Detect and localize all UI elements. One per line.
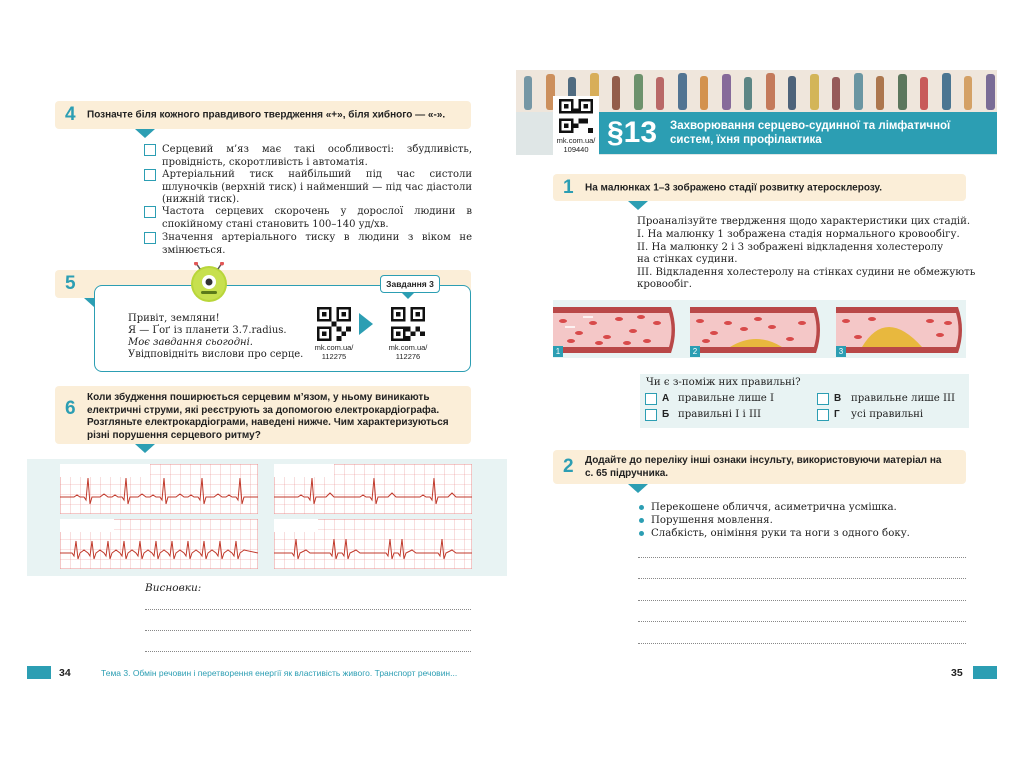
r-task1-statement-3b: кровообіг. (637, 279, 692, 290)
answer-line (638, 643, 966, 644)
task6-banner (55, 386, 471, 444)
task4-pointer (135, 129, 155, 138)
zavdannya-label: Завдання 3 (386, 279, 434, 289)
header-qr-code: 109440 (563, 145, 589, 154)
qr1-code: 112275 (321, 352, 347, 361)
ecg-normal-rhythm (60, 464, 258, 514)
conclusions-label: Висновки: (145, 582, 202, 594)
task5-line-4: Увідповідніть вислови про серце. (128, 349, 304, 360)
task4-checkbox-2[interactable] (144, 169, 156, 181)
bullet-dot (639, 505, 644, 510)
qr-code-icon[interactable] (391, 307, 425, 341)
option-b-letter: Б (662, 409, 670, 420)
vessel-stage-2 (690, 303, 826, 357)
option-b-checkbox[interactable] (645, 409, 657, 421)
task4-number: 4 (65, 104, 76, 125)
r-task1-statement-2a: II. На малюнку 2 і 3 зображені відкладення холестеролу (637, 242, 944, 253)
page-number-right: 35 (951, 667, 963, 679)
r-task2-bullet-2: Порушення мовлення. (651, 515, 773, 526)
answer-line (638, 557, 966, 558)
task6-pointer (135, 444, 155, 453)
task5-number: 5 (65, 273, 76, 294)
task4-checkbox-4[interactable] (144, 232, 156, 244)
options-question: Чи є з-поміж них правильні? (646, 377, 801, 388)
task6-number: 6 (65, 398, 76, 419)
task4-item-1: Серцевий м’яз має такі особливості: збудливість, провідність, скоротливість і автоматія. (162, 144, 472, 168)
option-g-checkbox[interactable] (817, 409, 829, 421)
option-a-checkbox[interactable] (645, 393, 657, 405)
r-task1-statement-2b: на стінках судини. (637, 254, 738, 265)
qr1-url: mk.com.ua/ (314, 343, 354, 352)
task4-checkbox-3[interactable] (144, 206, 156, 218)
r-task1-statement-3a: III. Відкладення холестеролу на стінках судини не обмежують (637, 267, 976, 278)
header-qr-url: mk.com.ua/ (556, 136, 596, 145)
option-v-checkbox[interactable] (817, 393, 829, 405)
option-g-letter: Г (834, 409, 840, 420)
task6-prompt-line-2: електричні струми, які реєструють за допомогою електрокардіографа. (87, 404, 440, 416)
task6-prompt-line-3: Розгляньте електрокардіограми, наведені нижче. Чим характеризуються (87, 417, 449, 428)
vessel-label-2: 2 (690, 346, 700, 357)
task4-checkbox-1[interactable] (144, 144, 156, 156)
r-task2-prompt-line-2: с. 65 підручника. (585, 467, 669, 479)
option-g-text: усі правильні (851, 409, 924, 420)
option-b-text: правильні I і III (678, 409, 762, 420)
qr-code-icon[interactable] (317, 307, 351, 341)
r-task1-banner (553, 174, 966, 201)
r-task2-pointer (628, 484, 648, 493)
r-task2-number: 2 (563, 456, 574, 477)
section-title (670, 119, 950, 147)
task4-item-2: Артеріальний тиск найбільший під час систоли шлуночків (верхній тиск) і найменший — під час діастоли (нижній тиск). (162, 169, 472, 205)
ecg-tachycardia (60, 519, 258, 569)
task4-item-3: Частота серцевих скорочень у дорослої людини в спокійному стані становить 100–140 уд/хв. (162, 206, 472, 230)
r-task1-pointer (628, 201, 648, 210)
option-a-letter: А (662, 393, 670, 404)
alien-mascot-icon (186, 262, 232, 304)
qr-code-icon[interactable] (559, 99, 593, 133)
task5-line-1: Привіт, земляни! (128, 313, 220, 324)
task5-line-2: Я — Ґоґ із планети 3.7.radius. (128, 325, 287, 336)
vessel-stage-1 (553, 303, 681, 357)
arrow-right-icon (359, 313, 373, 335)
ecg-bradycardia (274, 464, 472, 514)
option-v-text: правильне лише III (851, 393, 956, 404)
task4-item-4: Значення артеріального тиску в людини з віком не змінюється. (162, 232, 472, 256)
r-task2-bullet-1: Перекошене обличчя, асиметрична усмішка. (651, 502, 897, 513)
r-task2-prompt (585, 455, 941, 480)
task6-prompt-line-4: різні порушення серцевого ритму? (87, 429, 261, 441)
answer-line (638, 578, 966, 579)
section-title-line-2: систем, їхня профілактика (670, 134, 822, 146)
vessel-stage-3 (836, 303, 966, 357)
r-task2-prompt-line-1: Додайте до переліку інші ознаки інсульту, використовуючи матеріал на (585, 455, 942, 466)
answer-line (145, 651, 471, 652)
option-a-text: правильне лише I (678, 393, 775, 404)
r-task2-bullet-3: Слабкість, оніміння руки та ноги з одного боку. (651, 528, 910, 539)
section-number: §13 (607, 116, 658, 149)
section-title-line-1: Захворювання серцево-судинної та лімфатичної (670, 120, 951, 132)
qr2-url: mk.com.ua/ (388, 343, 428, 352)
r-task1-prompt: На малюнках 1–3 зображено стадії розвитку атеросклерозу. (585, 182, 882, 193)
bullet-dot (639, 518, 644, 523)
zavdannya-badge (380, 275, 440, 293)
bullet-dot (639, 531, 644, 536)
answer-line (145, 630, 471, 631)
footer-topic: Тема 3. Обмін речовин і перетворення енергії як властивість живого. Транспорт речовин... (101, 668, 458, 678)
ecg-arrhythmia (274, 519, 472, 569)
r-task2-banner (553, 450, 966, 484)
zavdannya-pointer (402, 293, 414, 299)
footer-bar-left (27, 666, 51, 679)
answer-line (638, 621, 966, 622)
r-task1-number: 1 (563, 176, 574, 198)
task4-prompt: Позначте біля кожного правдивого твердження «+», біля хибного — «-». (87, 109, 446, 121)
task5-line-3: Моє завдання сьогодні. (128, 337, 253, 348)
option-v-letter: В (834, 393, 842, 404)
task6-prompt-line-1: Коли збудження поширюється серцевим м’язом, у ньому виникають (87, 392, 430, 403)
answer-line (638, 600, 966, 601)
task4-banner (55, 101, 471, 129)
footer-bar-right (973, 666, 997, 679)
task6-prompt (87, 392, 449, 442)
r-task1-statement-1: I. На малюнку 1 зображена стадія нормального кровообігу. (637, 229, 960, 240)
vessel-label-1: 1 (553, 346, 563, 357)
answer-line (145, 609, 471, 610)
page-number-left: 34 (59, 667, 71, 679)
vessel-label-3: 3 (836, 346, 846, 357)
r-task1-intro: Проаналізуйте твердження щодо характеристики цих стадій. (637, 216, 971, 227)
qr2-code: 112276 (395, 352, 421, 361)
